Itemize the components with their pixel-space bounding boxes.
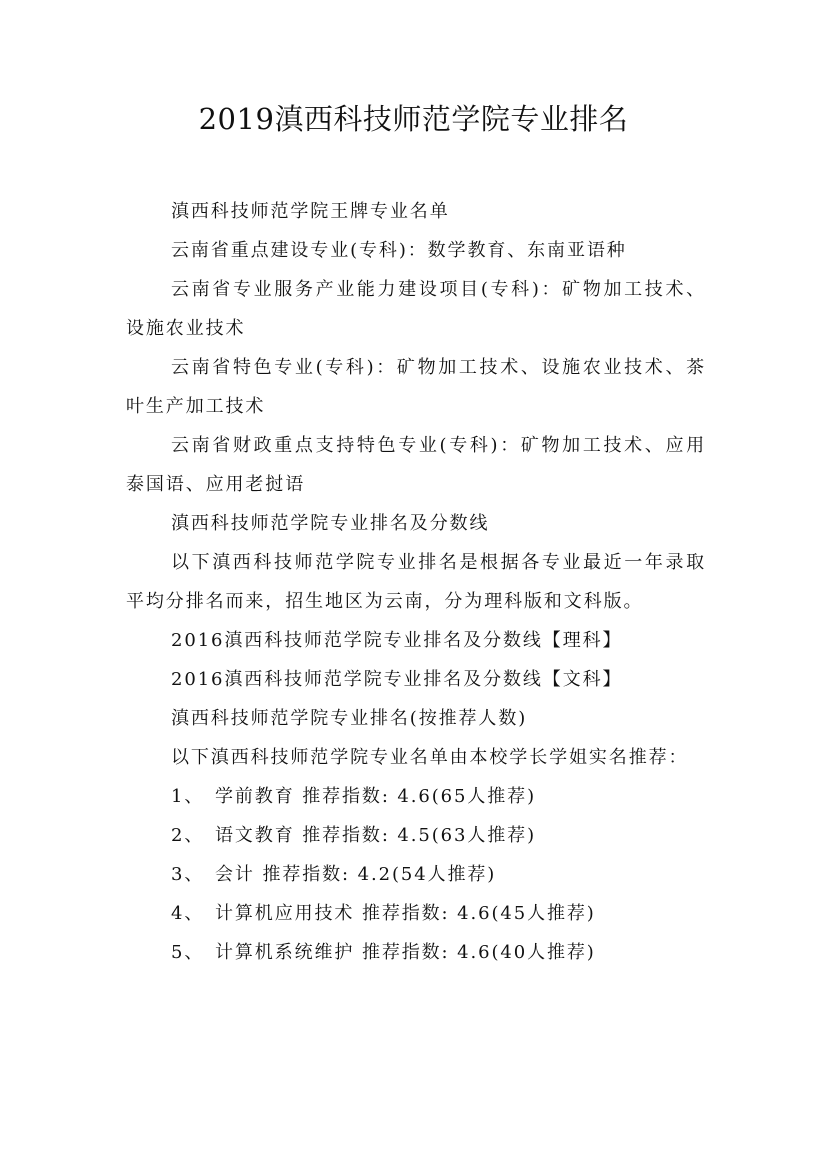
recommendation-score: 推荐指数: 4.6(45人推荐) <box>361 903 596 924</box>
paragraph-key-construction-majors: 云南省重点建设专业(专科)：数学教育、东南亚语种 <box>171 240 627 261</box>
paragraph-recommendation-heading: 滇西科技师范学院专业排名(按推荐人数) <box>171 708 528 729</box>
list-item <box>126 777 706 816</box>
paragraph-ranking-description: 以下滇西科技师范学院专业排名是根据各专业最近一年录取平均分排名而来，招生地区为云南，分为理科版和文科版。 <box>126 552 706 612</box>
recommendation-score: 推荐指数: 4.6(65人推荐) <box>302 786 536 807</box>
recommendation-score: 推荐指数: 4.6(40人推荐) <box>361 942 596 963</box>
list-item <box>126 933 706 972</box>
major-name: 计算机系统维护 <box>215 942 355 963</box>
list-item <box>126 816 706 855</box>
recommendation-score: 推荐指数: 4.2(54人推荐) <box>262 864 497 885</box>
ranking-list <box>126 777 706 972</box>
paragraph-science-scores: 2016滇西科技师范学院专业排名及分数线【理科】 <box>171 630 623 651</box>
paragraph-arts-scores: 2016滇西科技师范学院专业排名及分数线【文科】 <box>171 669 623 690</box>
rank-number: 1、 <box>171 786 205 807</box>
paragraph-featured-majors: 云南省特色专业(专科)：矿物加工技术、设施农业技术、茶叶生产加工技术 <box>126 357 706 417</box>
paragraph-finance-supported-majors: 云南省财政重点支持特色专业(专科)：矿物加工技术、应用泰国语、应用老挝语 <box>126 435 706 495</box>
paragraph-recommendation-intro: 以下滇西科技师范学院专业名单由本校学长学姐实名推荐： <box>171 747 689 768</box>
rank-number: 4、 <box>171 903 205 924</box>
major-name: 计算机应用技术 <box>215 903 355 924</box>
list-item <box>126 855 706 894</box>
paragraph-ranking-heading: 滇西科技师范学院专业排名及分数线 <box>171 513 490 534</box>
paragraph-capacity-building-project: 云南省专业服务产业能力建设项目(专科)：矿物加工技术、设施农业技术 <box>126 279 706 339</box>
major-name: 会计 <box>215 864 255 885</box>
document-body <box>126 192 706 972</box>
major-name: 语文教育 <box>215 825 295 846</box>
page-title: 2019滇西科技师范学院专业排名 <box>198 102 629 136</box>
rank-number: 5、 <box>171 942 205 963</box>
major-name: 学前教育 <box>215 786 295 807</box>
rank-number: 3、 <box>171 864 205 885</box>
recommendation-score: 推荐指数: 4.5(63人推荐) <box>302 825 536 846</box>
list-item <box>126 894 706 933</box>
rank-number: 2、 <box>171 825 205 846</box>
paragraph-signature-majors-heading: 滇西科技师范学院王牌专业名单 <box>171 201 450 222</box>
